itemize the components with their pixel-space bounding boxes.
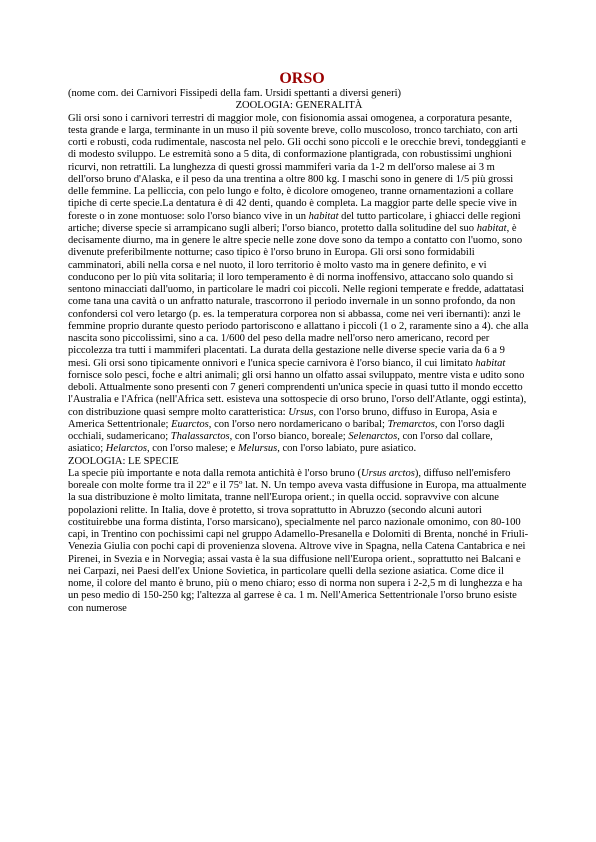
italic-term: habitat xyxy=(476,222,507,234)
subtitle: (nome com. dei Carnivori Fissipedi della fam. Ursidi spettanti a diversi generi) xyxy=(68,88,402,99)
section-heading-generalita: ZOOLOGIA: GENERALITÀ xyxy=(235,100,363,112)
paragraph-generalita: Gli orsi sono i carnivori terrestri di maggior mole, con fisionomia assai omogenea, a corporatura pesante, testa grande e larga, terminante in un muso il più sovente breve, collo muscoloso, tronco tarchiato, con arti corti e robusti, coda rudimentale, nascosta nel pelo. Gli occhi sono piccoli e le orecchie brevi, tondeggianti e di modesto sviluppo. Le estremità sono a 5 dita, di conformazione plantigrada, con robustissimi unghioni ricurvi, non retrattili. La lunghezza di questi grossi mammiferi varia da 1-2 m dell'orso malese ai 3 m dell'orso bruno d'Alaska, e il peso da una trentina a oltre 800 kg. I maschi sono in genere di 1/5 più grossi delle femmine. La pelliccia, con pelo lungo e folto, è dicolore omogeneo, tranne ornamentazioni a collare tipiche di certe specie.La dentatura è di 42 denti, quando è completa. La maggior parte delle specie vive in foreste o in zone montuose: solo l'orso bianco vive in un habitat del tutto particolare, i ghiacci delle regioni artiche; diverse specie si arrampicano sugli alberi; l'orso bianco, protetto dalla solitudine del suo habitat, è decisamente diurno, ma in genere le altre specie nelle zone dove sono da tempo a contatto con l'uomo, sono divenute preferibilmente notturne; caso tipico è l'orso bruno in Europa. Gli orsi sono formidabili camminatori, abili nella corsa e nel nuoto, il loro territorio è molto vasto ma in genere definito, e vi conducono per lo più vita solitaria; il loro temperamento è di norma inoffensivo, attaccano solo quando si sentono minacciati dall'uomo, in particolare le madri coi piccoli. Nelle regioni temperate e fredde, adattatasi come tana una cavità o un anfratto naturale, trascorrono il periodo invernale in un sonno profondo, da non confondersi col vero letargo (p. es. la temperatura corporea non si abbassa, come nei veri ibernanti): anzi le femmine proprio durante questo periodo partoriscono e allattano i piccoli (1 o 2, raramente sino a 4). che alla nascita sono piccolissimi, sino a ca. 1/600 del peso della madre nell'orso nero americano, record per piccolezza tra tutti i mammiferi placentati. La durata della gestazione nelle diverse specie varia da 6 a 9 mesi. Gli orsi sono tipicamente onnivori e l'unica specie carnivora è l'orso bianco, il cui limitato habitat fornisce solo pesci, foche e altri animali; gli orsi hanno un olfatto assai sviluppato, mentre vista e udito sono deboli. Attualmente sono presenti con 7 generi comprendenti un'unica specie in quasi tutto il mondo eccetto l'Australia e l'Africa (nell'Africa sett. esisteva una sottospecie di orso bruno, l'orso dell'Atlante, oggi estinta), con distribuzione quasi sempre molto caratteristica: Ursus, con l'orso bruno, diffuso in Europa, Asia e America Settentrionale; Euarctos, con l'orso nero nordamericano o baribal; Tremarctos, con l'orso dagli occhiali, sudamericano; Thalassarctos, con l'orso bianco, boreale; Selenarctos, con l'orso dal collare, asiatico; Helarctos, con l'orso malese; e Melursus, con l'orso labiato, pure asiatico. xyxy=(68,112,529,455)
page-title: ORSO xyxy=(279,70,325,87)
italic-term: Melursus xyxy=(237,443,278,455)
italic-term: Helarctos xyxy=(105,443,147,455)
italic-term: Selenarctos xyxy=(348,431,398,442)
document-page xyxy=(68,70,530,615)
italic-term: Euarctos xyxy=(171,418,209,430)
italic-term: Ursus arctos xyxy=(361,467,415,479)
italic-term: Ursus xyxy=(288,406,314,418)
italic-term: habitat xyxy=(475,357,506,369)
italic-term: Thalassarctos xyxy=(170,431,230,442)
paragraph-specie: La specie più importante e nota dalla remota antichità è l'orso bruno (Ursus arctos), diffuso nell'emisfero boreale con molte forme tra il 22º e il 75º lat. N. Un tempo aveva vasta diffusione in Europa, ma attualmente la sua distribuzione è molto limitata, tranne nell'Europa orient.; in quella occid. sopravvive con alcune popolazioni relitte. In Italia, dove è protetto, si trova soprattutto in Abruzzo (secondo alcuni autori costituirebbe una forma distinta, l'orso marsicano), specialmente nel parco nazionale omonimo, con 80-100 capi, in Trentino con pochissimi capi nel gruppo Adamello-Presanella e Dolomiti di Brenta, nonché in Friuli-Venezia Giulia con pochi capi di provenienza slovena. Altrove vive in Spagna, nella Catena Cantabrica e nei Pirenei, in Svezia e in Norvegia; assai vasta è la sua diffusione nell'Europa orient., soprattutto nei Balcani e nei Carpazi, nei Paesi dell'ex Unione Sovietica, in particolare quelli della sezione asiatica. Come dice il nome, il colore del manto è bruno, più o meno chiaro; esso di norma non supera i 2-2,5 m di lunghezza e ha un peso medio di 150-250 kg; l'altezza al garrese è ca. 1 m. Nell'America Settentrionale l'orso bruno esiste con numerose xyxy=(68,467,529,614)
italic-term: Tremarctos xyxy=(387,418,435,430)
section-heading-specie: ZOOLOGIA: LE SPECIE xyxy=(68,455,179,467)
italic-term: habitat xyxy=(308,210,339,222)
